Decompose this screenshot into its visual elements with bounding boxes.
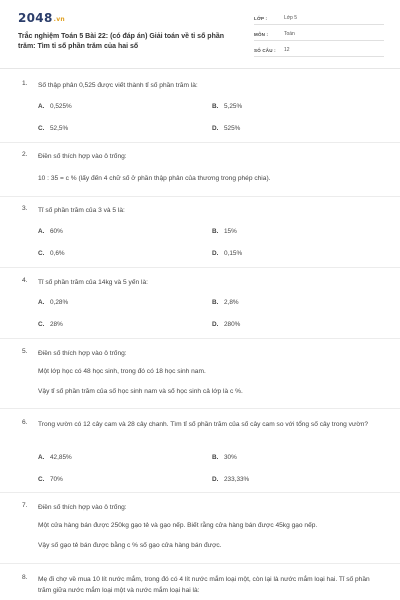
meta-key: MÔN :	[254, 32, 269, 37]
question-text: Mẹ đi chợ về mua 10 lít nước mắm, trong đó có 4 lít nước mắm loại một, còn lại là nước mắm loại hai. Tỉ số phần trăm giữa nước mắm loại một và nước mắm loại hai là:	[38, 576, 370, 594]
meta-value: Lớp 5	[284, 15, 298, 21]
question-text: Trong vườn có 12 cây cam và 28 cây chanh. Tìm tỉ số phần trăm của số cây cam so với tổng số cây trong vườn?	[38, 421, 369, 428]
meta-row-subject	[254, 27, 384, 41]
meta-key: LỚP :	[254, 16, 268, 21]
question-number: 6.	[22, 419, 28, 426]
question-divider	[0, 338, 400, 339]
logo-text: 2048	[18, 11, 53, 25]
question-detail: Vậy tỉ số phần trăm của số học sinh nam và số học sinh cả lớp là c %.	[38, 388, 243, 395]
meta-row-class	[254, 11, 384, 25]
question-text: Tỉ số phần trăm của 14kg và 5 yến là:	[38, 279, 148, 286]
meta-value: 12	[284, 47, 290, 53]
question-number: 8.	[22, 574, 28, 581]
question-text: Số thập phân 0,525 được viết thành tỉ số phần trăm là:	[38, 82, 198, 89]
meta-row-count	[254, 43, 384, 57]
meta-value: Toán	[284, 31, 295, 37]
question-detail: Một cửa hàng bán được 250kg gạo tẻ và gạo nếp. Biết rằng cửa hàng bán được 45kg gạo nếp.	[38, 522, 318, 529]
question-number: 5.	[22, 348, 28, 355]
question-number: 2.	[22, 151, 28, 158]
header-divider	[0, 68, 400, 69]
option-c[interactable]: C. 70%	[38, 476, 63, 483]
question-number: 7.	[22, 502, 28, 509]
question-divider	[0, 563, 400, 564]
question-detail: Một lớp học có 48 học sinh, trong đó có 18 học sinh nam.	[38, 368, 206, 375]
option-c[interactable]: C. 0,6%	[38, 250, 65, 257]
option-b[interactable]: B. 15%	[212, 228, 237, 235]
option-c[interactable]: C. 28%	[38, 321, 63, 328]
logo-suffix: .vn	[53, 16, 65, 23]
document-title: Trắc nghiệm Toán 5 Bài 22: (có đáp án) Giải toán về tỉ số phần trăm: Tìm tỉ số phần trăm của hai số	[18, 33, 225, 50]
option-a[interactable]: A. 0,525%	[38, 103, 72, 110]
question-divider	[0, 492, 400, 493]
option-b[interactable]: B. 5,25%	[212, 103, 243, 110]
question-divider	[0, 408, 400, 409]
option-a[interactable]: A. 0,28%	[38, 299, 69, 306]
document-meta	[254, 11, 384, 59]
question-divider	[0, 267, 400, 268]
question-number: 1.	[22, 80, 28, 87]
question-text: Điền số thích hợp vào ô trống:	[38, 153, 127, 160]
question-text: Điền số thích hợp vào ô trống:	[38, 350, 127, 357]
option-b[interactable]: B. 30%	[212, 454, 237, 461]
question-detail: 10 : 35 = c % (lấy đến 4 chữ số ở phần thập phân của thương trong phép chia).	[38, 175, 271, 182]
option-d[interactable]: D. 280%	[212, 321, 241, 328]
site-logo[interactable]	[18, 11, 65, 25]
option-d[interactable]: D. 0,15%	[212, 250, 243, 257]
option-b[interactable]: B. 2,8%	[212, 299, 239, 306]
page-header	[0, 0, 400, 66]
question-divider	[0, 196, 400, 197]
option-d[interactable]: D. 525%	[212, 125, 241, 132]
option-a[interactable]: A. 42,85%	[38, 454, 72, 461]
question-text: Tỉ số phần trăm của 3 và 5 là:	[38, 207, 125, 214]
question-detail: Vậy số gạo tẻ bán được bằng c % số gạo cửa hàng bán được.	[38, 542, 222, 549]
meta-key: SỐ CÂU :	[254, 48, 276, 53]
option-d[interactable]: D. 233,33%	[212, 476, 250, 483]
question-divider	[0, 142, 400, 143]
question-text: Điền số thích hợp vào ô trống:	[38, 504, 127, 511]
question-number: 3.	[22, 205, 28, 212]
question-number: 4.	[22, 277, 28, 284]
option-c[interactable]: C. 52,5%	[38, 125, 69, 132]
option-a[interactable]: A. 60%	[38, 228, 63, 235]
